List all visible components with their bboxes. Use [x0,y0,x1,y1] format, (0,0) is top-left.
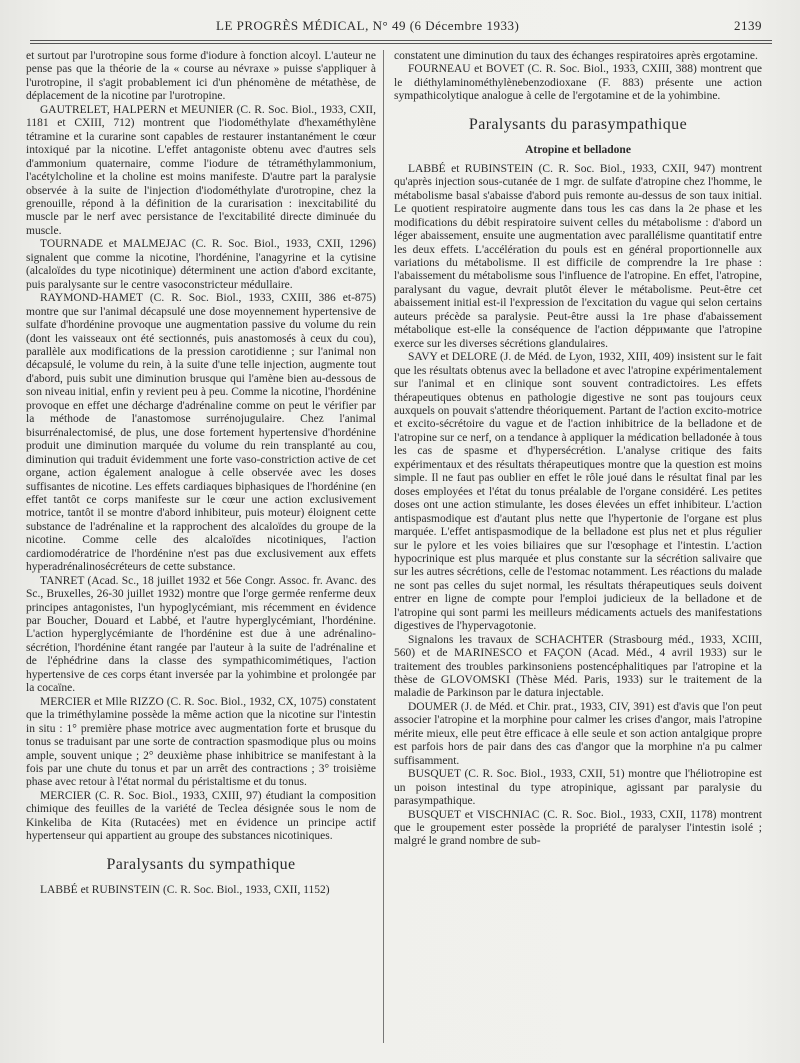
paragraph: MERCIER (C. R. Soc. Biol., 1933, CXIII, 97) étudiant la composition chimique des feuilles de la variété de Teclea désignée sous le nom de Kinkeliba de Kita (Rutacées) met en évidence un principe actif hypertenseur qui appartient au groupe des substances nicotiniques. [26,789,376,843]
journal-title: LE PROGRÈS MÉDICAL, N° 49 (6 Décembre 1933) [216,18,520,33]
left-column [26,50,376,1045]
paragraph: TOURNADE et MALMEJAC (C. R. Soc. Biol., 1933, CXII, 1296) signalent que comme la nicotine, l'hordénine, l'anagyrine et la cytisine (alcaloïdes du type nicotinique) déterminent une action d'abord excitante, puis paralysante sur le centre vasoconstricteur médullaire. [26,238,376,291]
paragraph: FOURNEAU et BOVET (C. R. Soc. Biol., 1933, CXIII, 388) montrent que le diéthylaminométhylènebenzodioxane (F. 883) présente une action sympathicolytique analogue à celle de l'ergotamine et de la yohimbine. [394,63,762,103]
header-rule [30,40,772,41]
column-divider [383,50,384,1043]
page-number: 2139 [734,18,762,33]
paragraph: et surtout par l'urotropine sous forme d'iodure à fonction alcoyl. L'auteur ne pense pas que la théorie de la « course au névraxe » puisse s'appliquer à l'urotropine, il s'agit probablement ici d'un phénomène de métathèse, de déplacement de la nicotine par l'urotropine. [26,50,376,103]
running-header [30,18,776,36]
section-heading-parasympathique: Paralysants du parasympathique [468,115,688,133]
paragraph: BUSQUET et VISCHNIAC (C. R. Soc. Biol., 1933, CXII, 1178) montrent que le groupement ester possède la propriété de paralyser l'intestin isolé ; malgré le grand nombre de sub- [394,808,762,848]
paragraph: SAVY et DELORE (J. de Méd. de Lyon, 1932, XIII, 409) insistent sur le fait que les résultats obtenus avec la belladone et avec l'atropine expérimentalement sur l'animal et en clinique sont souvent contradictoires. Les effets thérapeutiques obtenus en pathologie digestive ne sont pas toujours ceux auxquels on pouvait s'attendre théoriquement. Partant de l'action excito-motrice et excito-sécrétoire du vague et de l'action inhibitrice de la belladone et de l'atropine sur ce nerf, on a tendance à appliquer la médication belladonée à tous les cas de spasme et d'hypersécrétion. L'analyse critique des faits expérimentaux et des résultats thérapeutiques montre que la question est moins simple. Il ne faut pas oublier en effet le rôle joué dans le résultat final par les doses employées et l'état du tonus préalable de l'organe considéré. Les petites doses ont une action stimulante, les doses élevées un effet inhibiteur. L'action antispasmodique est d'autant plus nette que l'hypertonie de l'organe est plus marquée. L'effet antispasmodique de la belladone est plus net et plus régulier sur le pylore et les voies biliaires que sur l'œsophage et l'intestin. L'action hypocrinique est plus marquée et plus constante sur la sécrétion salivaire que sur les autres sécrétions, celle de l'estomac notamment. Les réactions du malade ne sont pas celles du sujet normal, les résultats thérapeutiques seuls doivent entrer en ligne de compte pour l'emploi judicieux de la belladone et de l'atropine qui sont parmi les meilleurs médicaments actuels des manifestations digestives de l'hypervagotonie. [394,351,762,633]
subsection-heading-atropine: Atropine et belladone [525,143,631,156]
paragraph: Signalons les travaux de SCHACHTER (Strasbourg méd., 1933, XCIII, 560) et de MARINESCO et FAÇON (Acad. Méd., 4 avril 1933) sur le traitement des troubles parkinsoniens postencéphalitiques par l'atropine et la thèse de GLOVOMSKI (Thèse Méd. Paris, 1933) sur le traitement de la maladie de Parkinson par le datura injectable. [394,633,762,700]
paragraph: LABBÉ et RUBINSTEIN (C. R. Soc. Biol., 1933, CXII, 1152) [40,883,330,896]
right-column [394,50,762,1045]
paragraph: RAYMOND-HAMET (C. R. Soc. Biol., 1933, CXIII, 386 et-875) montre que sur l'animal décapsulé une dose moyennement hypertensive de sulfate d'hordénine provoque une augmentation passive du volume du rein (dont les vaisseaux ont été sectionnés, puis anastomosés à ceux du cou), parallèle aux modifications de la pression carotidienne ; sur l'animal non décapsulé, le volume du rein, à la suite d'une telle injection, augmente tout d'abord, puis subit une diminution brusque qui l'amène bien au-dessous de son niveau initial, enfin y revient peu à peu. Comme la nicotine, l'hordénine provoque en effet une décharge d'adrénaline comme on peut le vérifier par la méthode de l'anastomose surrénojugulaire. Chez l'animal bisurrénalectomisé, de plus, une dose fortement hypertensive d'hordénine produit une diminution marquée du volume du rein transplanté au cou, diminution qui traduit évidemment une forte vaso-constriction active de cet organe, action également analogue à celle observée avec les doses suffisantes de nicotine. Les effets cardiaques biphasiques de l'hordénine (en effet tantôt ce corps manifeste sur le cœur une action exclusivement motrice, tantôt il se montre d'abord inhibiteur, puis moteur) éloignent cette substance de l'adrénaline et la rapprochent des alcaloïdes du groupe de la nicotine. Comme celle des alcaloïdes nicotiniques, l'action cardiomodératrice de l'hordénine n'est pas due exclusivement aux effets hyperadrénalinosécréteurs de cette substance. [26,292,376,574]
paragraph: DOUMER (J. de Méd. et Chir. prat., 1933, CIV, 391) est d'avis que l'on peut associer l'atropine et la morphine pour calmer les crises d'angor, mais l'atropine mérite mieux, elle peut être efficace à elle seule et son action antalgique propre est parfois hors de pair dans des cas d'angor que la morphine n'a pu calmer suffisamment. [394,700,762,767]
paragraph: constatent une diminution du taux des échanges respiratoires après ergotamine. [394,50,758,62]
paragraph: GAUTRELET, HALPERN et MEUNIER (C. R. Soc. Biol., 1933, CXII, 1181 et CXIII, 712) montrent que l'iodométhylate d'hexaméthylène tétramine et la curarine sont capables de restaurer instantanément le cœur intoxiqué par la nicotine. L'effet antagoniste obtenu avec d'autres sels d'ammonium quaternaire, comme l'iodure de tétraméthylammonium, l'acétylcholine et la choline est moins manifeste. D'autre part la paralysie observée à la suite de l'injection d'iodométhylate d'urotropine, chez la grenouille, répond à la définition de la curarisation : inexcitabilité du muscle par le nerf avec persistance de l'excitabilité directe diminuée du muscle. [26,103,376,237]
paragraph: BUSQUET (C. R. Soc. Biol., 1933, CXII, 51) montre que l'héliotropine est un poison intestinal du type atropinique, agissant par paralysie du parasympathique. [394,768,762,808]
header-rule-double [30,43,772,44]
paragraph: LABBÉ et RUBINSTEIN (C. R. Soc. Biol., 1933, CXII, 947) montrent qu'après injection sous-cutanée de 1 mgr. de sulfate d'atropine chez l'homme, le métabolisme basal s'abaisse d'abord puis remonte au-dessus de son taux initial. Le quotient respiratoire augmente dans tous les cas dans la 2e phase et les modifications du débit respiratoire suivent celles du métabolisme : d'abord un léger abaissement, ensuite une augmentation avec parallélisme quantitatif entre les deux effets. L'accélération du pouls est en général proportionnelle aux variations du métabolisme. Il est difficile de comprendre la 1re phase : l'abaissement du métabolisme sous l'influence de l'atropine. En effet, l'atropine, paralysant du vague, devrait plutôt élever le métabolisme. Peut-être cet abaissement initial est-il l'expression de l'excitation du vague qui selon certains auteurs précède sa paralysie. Peut-être aussi la 1re phase d'abaissement métabolique est-elle la conséquence de l'action dépримante que l'atropine exerce sur les diverses sécrétions glandulaires. [394,162,762,350]
paragraph: TANRET (Acad. Sc., 18 juillet 1932 et 56e Congr. Assoc. fr. Avanc. des Sc., Bruxelles, 26-30 juillet 1932) montre que l'orge germée renferme deux principes antagonistes, l'un hypoglycémiant, mis récemment en évidence par Boucher, Douard et Labbé, et l'autre hyperglycémiant, l'hordénine. L'action hyperglycémiante de l'hordénine est due à une adrénalino-sécrétion, l'hordénine étant rangée par l'auteur à la suite de l'adrénaline et de l'éphédrine dans la classe des sympathicomimétiques, l'action hypertensive de ces corps étant inversée par la yohimbine et prolongée par la cocaïne. [26,574,376,695]
paragraph: MERCIER et Mlle RIZZO (C. R. Soc. Biol., 1932, CX, 1075) constatent que la triméthylamine possède la même action que la nicotine sur l'intestin in situ : 1° première phase motrice avec augmentation forte et brusque du tonus se traduisant par une sorte de contraction spasmodique plus ou moins ample, souvent unique ; 2° deuxième phase inhibitrice se manifestant à la fois par une chute du tonus et par un arrêt des contractions ; 3° troisième phase avec retour à l'état normal du péristaltisme et du tonus. [26,695,376,789]
section-heading-sympathique: Paralysants du sympathique [106,855,296,873]
